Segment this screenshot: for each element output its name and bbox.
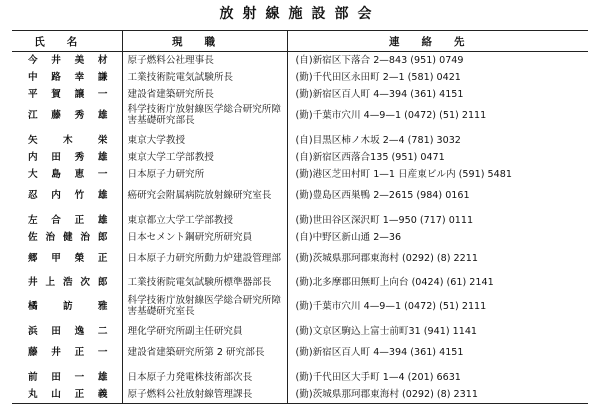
member-name: 井上浩次郎 bbox=[12, 270, 122, 294]
member-post: 日本原子力研究所 bbox=[122, 166, 287, 183]
page-title: 放射線施設部会 bbox=[219, 6, 381, 22]
member-contact: (自)目黒区柿ノ木坂 2—4 (781) 3032 bbox=[295, 135, 461, 146]
table-row bbox=[12, 369, 588, 386]
member-post: 東京大学教授 bbox=[122, 132, 287, 149]
member-name: 丸山正義 bbox=[12, 386, 122, 404]
table-row bbox=[12, 246, 588, 270]
member-post: 原子燃料公社理事長 bbox=[122, 52, 287, 70]
member-post: 日本原子力発電株技術部次長 bbox=[122, 369, 287, 386]
member-name: 藤井正一 bbox=[12, 340, 122, 364]
table-row bbox=[12, 132, 588, 149]
member-name: 江藤秀雄 bbox=[12, 103, 122, 127]
member-name: 左合正雄 bbox=[12, 212, 122, 229]
member-contact: (自)新宿区西落合135 (951) 0471 bbox=[295, 152, 445, 163]
member-name: 内田秀雄 bbox=[12, 149, 122, 166]
member-contact: (勤)茨城県那珂郡東海村 (0292) (8) 2311 bbox=[287, 386, 588, 404]
table-header-row bbox=[12, 31, 588, 52]
table-row bbox=[12, 86, 588, 103]
member-contact: (自)中野区新山通 2—36 bbox=[295, 232, 402, 243]
member-contact: (勤)新宿区百人町 4—394 (361) 4151 bbox=[295, 346, 464, 358]
table-row bbox=[12, 386, 588, 404]
member-post: 癌研究会附属病院放射線研究室長 bbox=[122, 183, 287, 207]
member-contact: (勤)北多摩郡田無町上向台 (0424) (61) 2141 bbox=[295, 276, 494, 288]
member-contact: (勤)世田谷区深沢町 1—950 (717) 0111 bbox=[295, 215, 474, 226]
member-name: 平賀譲一 bbox=[12, 86, 122, 103]
member-contact: (勤)千代田区永田町 2—1 (581) 0421 bbox=[295, 72, 461, 83]
table-row bbox=[12, 340, 588, 364]
member-name: 大島恵一 bbox=[12, 166, 122, 183]
table-row bbox=[12, 183, 588, 207]
table-row bbox=[12, 212, 588, 229]
table-row bbox=[12, 166, 588, 183]
member-post: 建設省建築研究所第 2 研究部長 bbox=[122, 340, 287, 364]
member-name: 郷甲榮正 bbox=[12, 246, 122, 270]
member-contact: (勤)新宿区百人町 4—394 (361) 4151 bbox=[295, 89, 464, 100]
member-post: 科学技術庁放射線医学総合研究所障害基礎研究部長 bbox=[122, 103, 287, 127]
table-row bbox=[12, 103, 588, 127]
member-name: 浜田逸二 bbox=[12, 323, 122, 340]
table-row bbox=[12, 270, 588, 294]
member-post: 東京都立大学工学部教授 bbox=[122, 212, 287, 229]
member-contact: (勤)港区芝田村町 1—1 日産東ビル内 (591) 5481 bbox=[295, 169, 512, 180]
member-contact: (勤)千葉市穴川 4—9—1 (0472) (51) 2111 bbox=[295, 109, 487, 121]
member-post: 建設省建築研究所長 bbox=[122, 86, 287, 103]
member-name: 今井美材 bbox=[12, 52, 122, 70]
member-contact: (勤)千葉市穴川 4—9—1 (0472) (51) 2111 bbox=[295, 300, 487, 312]
member-post: 理化学研究所副主任研究員 bbox=[122, 323, 287, 340]
member-contact: (勤)豊島区西巣鴨 2—2615 (984) 0161 bbox=[295, 189, 470, 201]
member-post: 日本セメント鋼研究所研究員 bbox=[122, 229, 287, 246]
member-name: 前田一雄 bbox=[12, 369, 122, 386]
table-row bbox=[12, 294, 588, 318]
member-contact: (自)新宿区下落合 2—843 (951) 0749 bbox=[295, 55, 464, 66]
table-row bbox=[12, 229, 588, 246]
member-contact: (勤)文京区駒込上富士前町31 (941) 1141 bbox=[295, 326, 478, 337]
member-name: 橘訪雅 bbox=[12, 294, 122, 318]
table-row bbox=[12, 52, 588, 70]
member-post: 東京大学工学部教授 bbox=[122, 149, 287, 166]
member-table bbox=[12, 30, 588, 404]
member-post: 原子燃料公社放射線管理課長 bbox=[122, 386, 287, 404]
column-header-contact: 連絡先 bbox=[287, 31, 588, 52]
member-name: 佐治健治郎 bbox=[12, 229, 122, 246]
member-post: 工業技術院電気試験所標準器部長 bbox=[122, 270, 287, 294]
member-post: 科学技術庁放射線医学総合研究所障害基礎研究室長 bbox=[122, 294, 287, 318]
table-row bbox=[12, 69, 588, 86]
member-post: 工業技術院電気試験所長 bbox=[122, 69, 287, 86]
member-contact: (勤)茨城県那珂郡東海村 (0292) (8) 2211 bbox=[295, 252, 478, 264]
member-name: 矢木栄 bbox=[12, 132, 122, 149]
member-name: 忍内竹雄 bbox=[12, 183, 122, 207]
column-header-name: 氏名 bbox=[12, 31, 122, 52]
column-header-post: 現職 bbox=[122, 31, 287, 52]
member-post: 日本原子力研究所動力炉建設管理部 bbox=[122, 246, 287, 270]
table-row bbox=[12, 149, 588, 166]
member-name: 中路幸謙 bbox=[12, 69, 122, 86]
table-row bbox=[12, 323, 588, 340]
table-body bbox=[12, 52, 588, 404]
member-contact: (勤)千代田区大手町 1—4 (201) 6631 bbox=[295, 372, 461, 383]
